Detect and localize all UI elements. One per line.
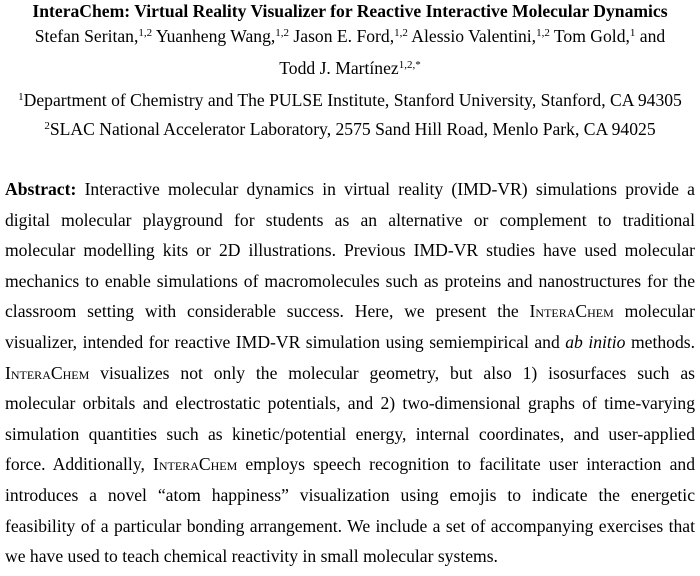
abstract-line: we have used to teach chemical reactivity in small molecular systems. (5, 546, 498, 567)
affiliation-marker: 1 (18, 91, 24, 103)
abstract (5, 178, 695, 576)
affiliation-text: Department of Chemistry and The PULSE Institute, Stanford University, Stanford, CA 94305 (23, 90, 682, 110)
abstract-line: feasibility of a particular bonding arrangement. We include a set of accompanying exercises that (5, 515, 695, 536)
abstract-line: digital molecular playground for students as an alternative or complement to traditional (5, 209, 695, 230)
abstract-line: simulation quantities such as kinetic/potential energy, internal coordinates, and user-applied (5, 423, 695, 444)
abstract-text: visualizes not only the molecular geometry, but also 1) isosurfaces such as (89, 362, 695, 383)
product-name: InteraChem (153, 454, 238, 475)
abstract-line: molecular orbitals and electrostatic potentials, and 2) two-dimensional graphs of time-varying (5, 393, 695, 414)
abstract-line (5, 178, 695, 209)
abstract-text: molecular (613, 301, 695, 322)
abstract-line (5, 331, 695, 362)
affiliation-1 (0, 89, 700, 111)
affiliation-text: SLAC National Accelerator Laboratory, 2575 Sand Hill Road, Menlo Park, CA 94025 (49, 119, 656, 139)
author-affil-marker: 1,2 (536, 27, 550, 39)
abstract-text: classroom setting with considerable success. Here, we present the (5, 301, 530, 322)
author-list (0, 25, 700, 47)
author-affil-marker: 1 (629, 27, 636, 39)
author-conjunction: and (635, 26, 666, 46)
abstract-text: Interactive molecular dynamics in virtual reality (IMD-VR) simulations provide a (76, 179, 695, 199)
author-name: Yuanheng Wang, (152, 26, 276, 46)
affiliation-marker: 2 (44, 120, 50, 132)
abstract-text: employs speech recognition to facilitate user interaction and (237, 454, 695, 475)
author-name: Tom Gold, (549, 26, 630, 46)
product-name: InteraChem (529, 301, 614, 322)
abstract-text: methods. (625, 331, 695, 352)
author-name: Todd J. Martínez (279, 58, 399, 78)
author-affil-marker: 1,2 (138, 27, 153, 39)
abstract-line (5, 453, 695, 484)
product-name: InteraChem (5, 362, 90, 383)
affiliation-2 (0, 118, 700, 140)
author-affil-marker: 1,2 (394, 27, 408, 39)
paper-title: InteraChem: Virtual Reality Visualizer for Reactive Interactive Molecular Dynamics (32, 1, 668, 21)
abstract-italic-text: ab initio (565, 331, 626, 352)
abstract-line (5, 300, 695, 331)
author-affil-marker: 1,2 (275, 27, 290, 39)
abstract-label: Abstract: (5, 179, 77, 199)
abstract-line: introduces a novel “atom happiness” visualization using emojis to indicate the energetic (5, 484, 695, 505)
author-name: Stefan Seritan, (34, 26, 139, 46)
author-name: Jason E. Ford, (289, 26, 395, 46)
abstract-line (5, 362, 695, 393)
abstract-text: visualizer, intended for reactive IMD-VR simulation using semiempirical and (5, 331, 566, 352)
abstract-line: mechanics to enable simulations of macromolecules such as proteins and nanostructures for the (5, 270, 695, 291)
author-affil-marker: 1,2,* (398, 59, 421, 71)
author-name: Alessio Valentini, (407, 26, 537, 46)
author-list-continued (0, 57, 700, 79)
abstract-line: molecular modelling kits or 2D illustrations. Previous IMD-VR studies have used molecular (5, 240, 695, 261)
abstract-text: force. Additionally, (5, 454, 153, 475)
